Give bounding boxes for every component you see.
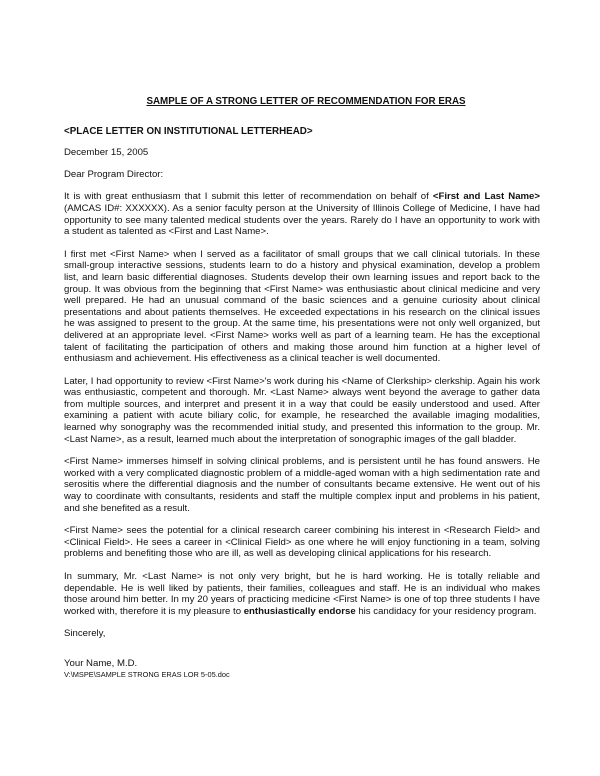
- salutation: Dear Program Director:: [64, 168, 164, 180]
- file-path-footer: V:\MSPE\SAMPLE STRONG ERAS LOR 5-05.doc: [64, 669, 230, 679]
- letter-date: December 15, 2005: [64, 147, 149, 159]
- paragraph-intro: [64, 191, 540, 237]
- paragraph-summary-text-c: his candidacy for your residency program.: [355, 605, 537, 617]
- paragraph-clerkship: Later, I had opportunity to review <First Name>'s work during his <Name of Clerkship> clerkship. Again his work was enthusiastic, competent and thorough. Mr. <Last Name> always went beyond the average to gather data from multiple sources, and interpret and present it in a way that could be easily understood and used. After examining a patient with acute biliary colic, for example, he researched the available imaging modalities, learned why sonography was the recommended initial study, and presented this information to the group. Mr. <Last Name>, as a result, learned much about the interpretation of sonographic images of the gall bladder.: [64, 375, 540, 445]
- signature-name: Your Name, M.D.: [64, 657, 138, 669]
- paragraph-clinical-problems: <First Name> immerses himself in solving clinical problems, and is persistent until he has found answers. He worked with a very complicated diagnostic problem of a middle-aged woman with a high sedimentation rate and serositis where the differential diagnosis and the number of consultants became extensive. He went out of his way to coordinate with consultants, residents and staff the multiple complex input and problems in his patient, and she benefited as a result.: [64, 456, 540, 514]
- closing: Sincerely,: [64, 628, 106, 640]
- paragraph-research-career: <First Name> sees the potential for a clinical research career combining his interest in <Research Field> and <Clinical Field>. He sees a career in <Clinical Field> as one where he will enjoy functioning in a team, solving problems and benefiting those who are ill, as well as developing clinical applications for his research.: [64, 525, 540, 560]
- paragraph-intro-text-a: It is with great enthusiasm that I submit this letter of recommendation on behalf of: [64, 191, 433, 203]
- letterhead-placeholder: <PLACE LETTER ON INSTITUTIONAL LETTERHEAD>: [64, 125, 313, 137]
- candidate-name-bold: <First and Last Name>: [432, 191, 540, 203]
- endorse-phrase-bold: enthusiastically endorse: [243, 605, 356, 617]
- letter-page: [64, 96, 540, 679]
- paragraph-intro-text-c: (AMCAS ID#: XXXXXX). As a senior faculty person at the University of Illinois College of Medicine, I have had opportunity to see many talented medical students over the years. Rarely do I have an opportunity to work with a student as talented as <First and Last Name>.: [64, 202, 540, 238]
- paragraph-summary: [64, 571, 540, 617]
- document-title: SAMPLE OF A STRONG LETTER OF RECOMMENDATION FOR ERAS: [146, 96, 466, 107]
- paragraph-summary-text-a: In summary, Mr. <Last Name> is not only very bright, but he is hard working. He is totally reliable and dependable. He is well liked by patients, their families, colleagues and staff. He is an individual who makes those around him better. In my 20 years of practicing medicine <First Name> is one of top three students I have worked with, therefore it is my pleasure to: [64, 571, 540, 617]
- paragraph-tutorials: I first met <First Name> when I served as a facilitator of small groups that we call clinical tutorials. In these small-group interactive sessions, students learn to do a history and physical examination, develop a problem list, and learn basic differential diagnoses. Students develop their own learning issues and report back to the group. It was obvious from the beginning that <First Name> was enthusiastic about clinical medicine and very well prepared. He had an unusual command of the basic sciences and a genuine curiosity about clinical presentations and about patients themselves. He exceeded expectations in his research on the clinical issues he was assigned to present to the group. At the same time, his presentations were not only well organized, but delivered at an appropriate level. <First Name> works well as part of a learning team. He has the exceptional talent of facilitating the participation of others and making those around him function at a higher level of enthusiasm and achievement. His effectiveness as a clinical teacher is well documented.: [64, 248, 540, 365]
